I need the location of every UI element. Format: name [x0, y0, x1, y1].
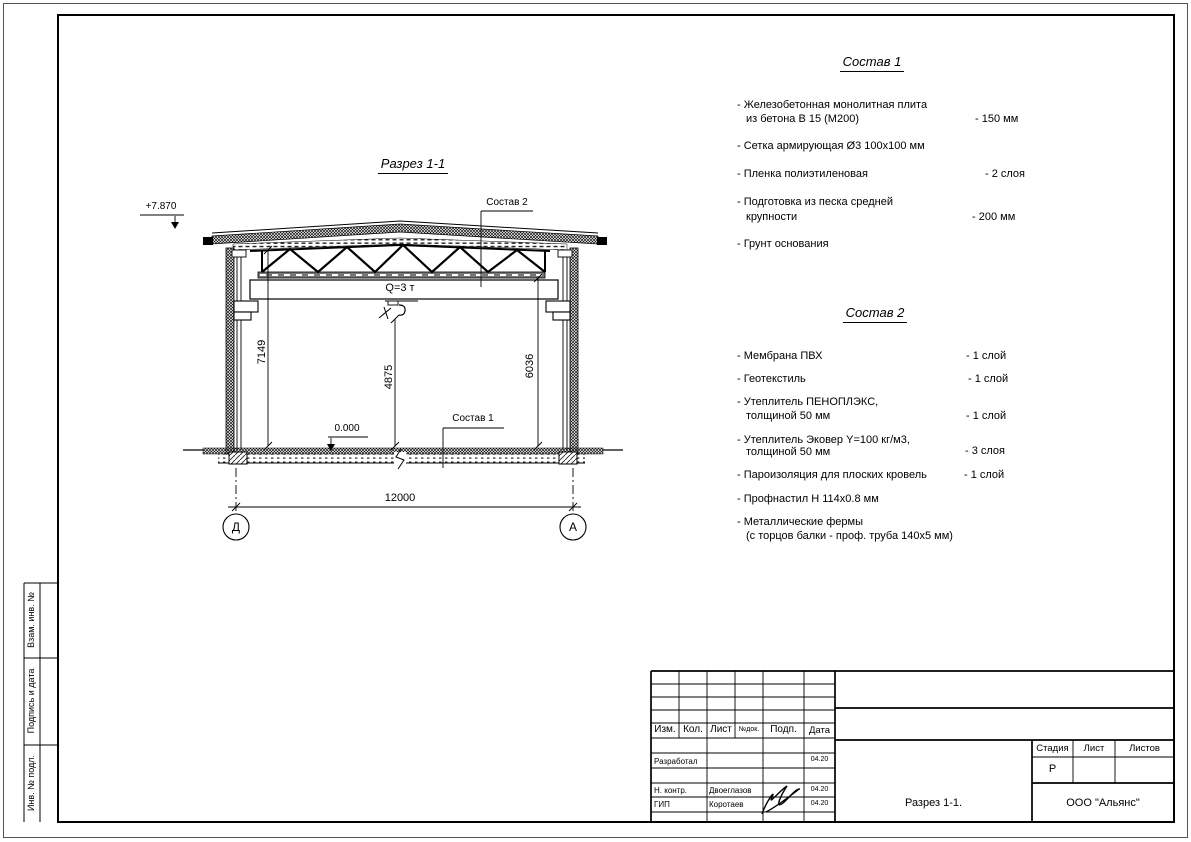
elevation-mark: +7.870 [145, 201, 177, 213]
composition2-line: толщиной 50 мм [746, 446, 831, 458]
titleblock-role-developed: Разработал [654, 757, 698, 766]
axis-label-right: А [568, 519, 577, 534]
dimension-6036: 6036 [524, 353, 537, 379]
titleblock-col-ndoc: №док. [738, 726, 760, 734]
composition2-line: - Утеплитель Эковер Y=100 кг/м3, [737, 434, 910, 446]
composition1-leader-label: Состав 1 [452, 413, 494, 425]
sidebar-label-podpis-data: Подпись и дата [26, 668, 37, 734]
composition1-value: - 200 мм [972, 211, 1016, 223]
composition2-leader-label: Состав 2 [486, 197, 528, 209]
composition1-title: Состав 1 [820, 54, 924, 72]
dimension-4875: 4875 [383, 364, 396, 390]
composition2-title: Состав 2 [823, 305, 927, 323]
titleblock-sheets-label: Листов [1129, 742, 1160, 754]
titleblock-date-developed: 04.20 [810, 756, 829, 764]
titleblock-sheet-label: Лист [1083, 742, 1105, 754]
crane-hook-icon [399, 305, 405, 315]
composition2-value: - 1 слой [964, 469, 1005, 481]
composition1-line: - Пленка полиэтиленовая [737, 168, 868, 180]
titleblock-col-izm: Изм. [654, 724, 676, 736]
titleblock-col-list: Лист [710, 724, 732, 736]
floor-level-mark: 0.000 [334, 423, 360, 435]
dimension-7149: 7149 [256, 339, 269, 365]
composition1-line: - Грунт основания [737, 238, 829, 250]
composition2-value: - 1 слой [966, 350, 1007, 362]
composition2-line: - Мембрана ПВХ [737, 350, 823, 362]
titleblock-stage-label: Стадия [1036, 742, 1069, 754]
drawing-view-title: Разрез 1-1 [353, 156, 473, 174]
composition2-value: - 1 слой [966, 410, 1007, 422]
composition2-line: - Геотекстиль [737, 373, 806, 385]
floor-slab [183, 448, 623, 469]
signature-scribble [762, 786, 800, 814]
composition1-line: из бетона В 15 (М200) [746, 113, 859, 125]
titleblock-date-gip: 04.20 [810, 800, 829, 808]
titleblock-name-gip: Коротаев [709, 800, 744, 809]
composition1-value: - 150 мм [975, 113, 1019, 125]
axis-label-left: Д [231, 519, 241, 534]
titleblock-name-ncontrol: Двоеглазов [709, 786, 752, 795]
titleblock-company: ООО "Альянс" [1066, 797, 1140, 810]
composition1-value: - 2 слоя [985, 168, 1026, 180]
composition1-line: - Сетка армирующая Ø3 100х100 мм [737, 140, 925, 152]
crane-capacity-label: Q=3 т [385, 282, 415, 295]
titleblock-date-ncontrol: 04.20 [810, 785, 829, 793]
column-left [226, 248, 258, 454]
titleblock-doc-title: Разрез 1-1. [904, 797, 963, 810]
composition2-value: - 3 слоя [965, 445, 1006, 457]
elevation-arrow-icon [171, 222, 179, 229]
titleblock-col-data: Дата [808, 724, 831, 736]
titleblock-role-ncontrol: Н. контр. [654, 786, 688, 795]
sidebar-label-vzam-inv: Взам. инв. № [26, 592, 37, 648]
titleblock-col-podp: Подп. [770, 724, 797, 736]
composition1-line: крупности [746, 211, 798, 223]
titleblock-stage-value: Р [1048, 763, 1057, 776]
roof-truss [250, 245, 550, 278]
composition2-line: - Пароизоляция для плоских кровель [737, 469, 927, 481]
composition2-value: - 1 слой [968, 373, 1009, 385]
titleblock-col-kol: Кол. [683, 724, 703, 736]
dimension-lines [140, 211, 581, 514]
composition2-line: (с торцов балки - проф. труба 140х5 мм) [746, 530, 953, 542]
composition2-line: - Металлические фермы [737, 516, 864, 528]
composition1-line: - Железобетонная монолитная плита [737, 99, 928, 111]
building-section [140, 211, 623, 540]
sheet-frame [4, 4, 1188, 838]
sidebar-label-inv-podl: Инв. № подл. [26, 754, 37, 812]
composition2-line: толщиной 50 мм [746, 410, 831, 422]
column-right [546, 248, 578, 454]
composition2-line: - Утеплитель ПЕНОПЛЭКС, [737, 396, 879, 408]
composition2-line: - Профнастил Н 114х0.8 мм [737, 493, 879, 505]
titleblock-role-gip: ГИП [654, 800, 670, 809]
span-dimension-label: 12000 [384, 492, 416, 505]
composition1-line: - Подготовка из песка средней [737, 196, 893, 208]
